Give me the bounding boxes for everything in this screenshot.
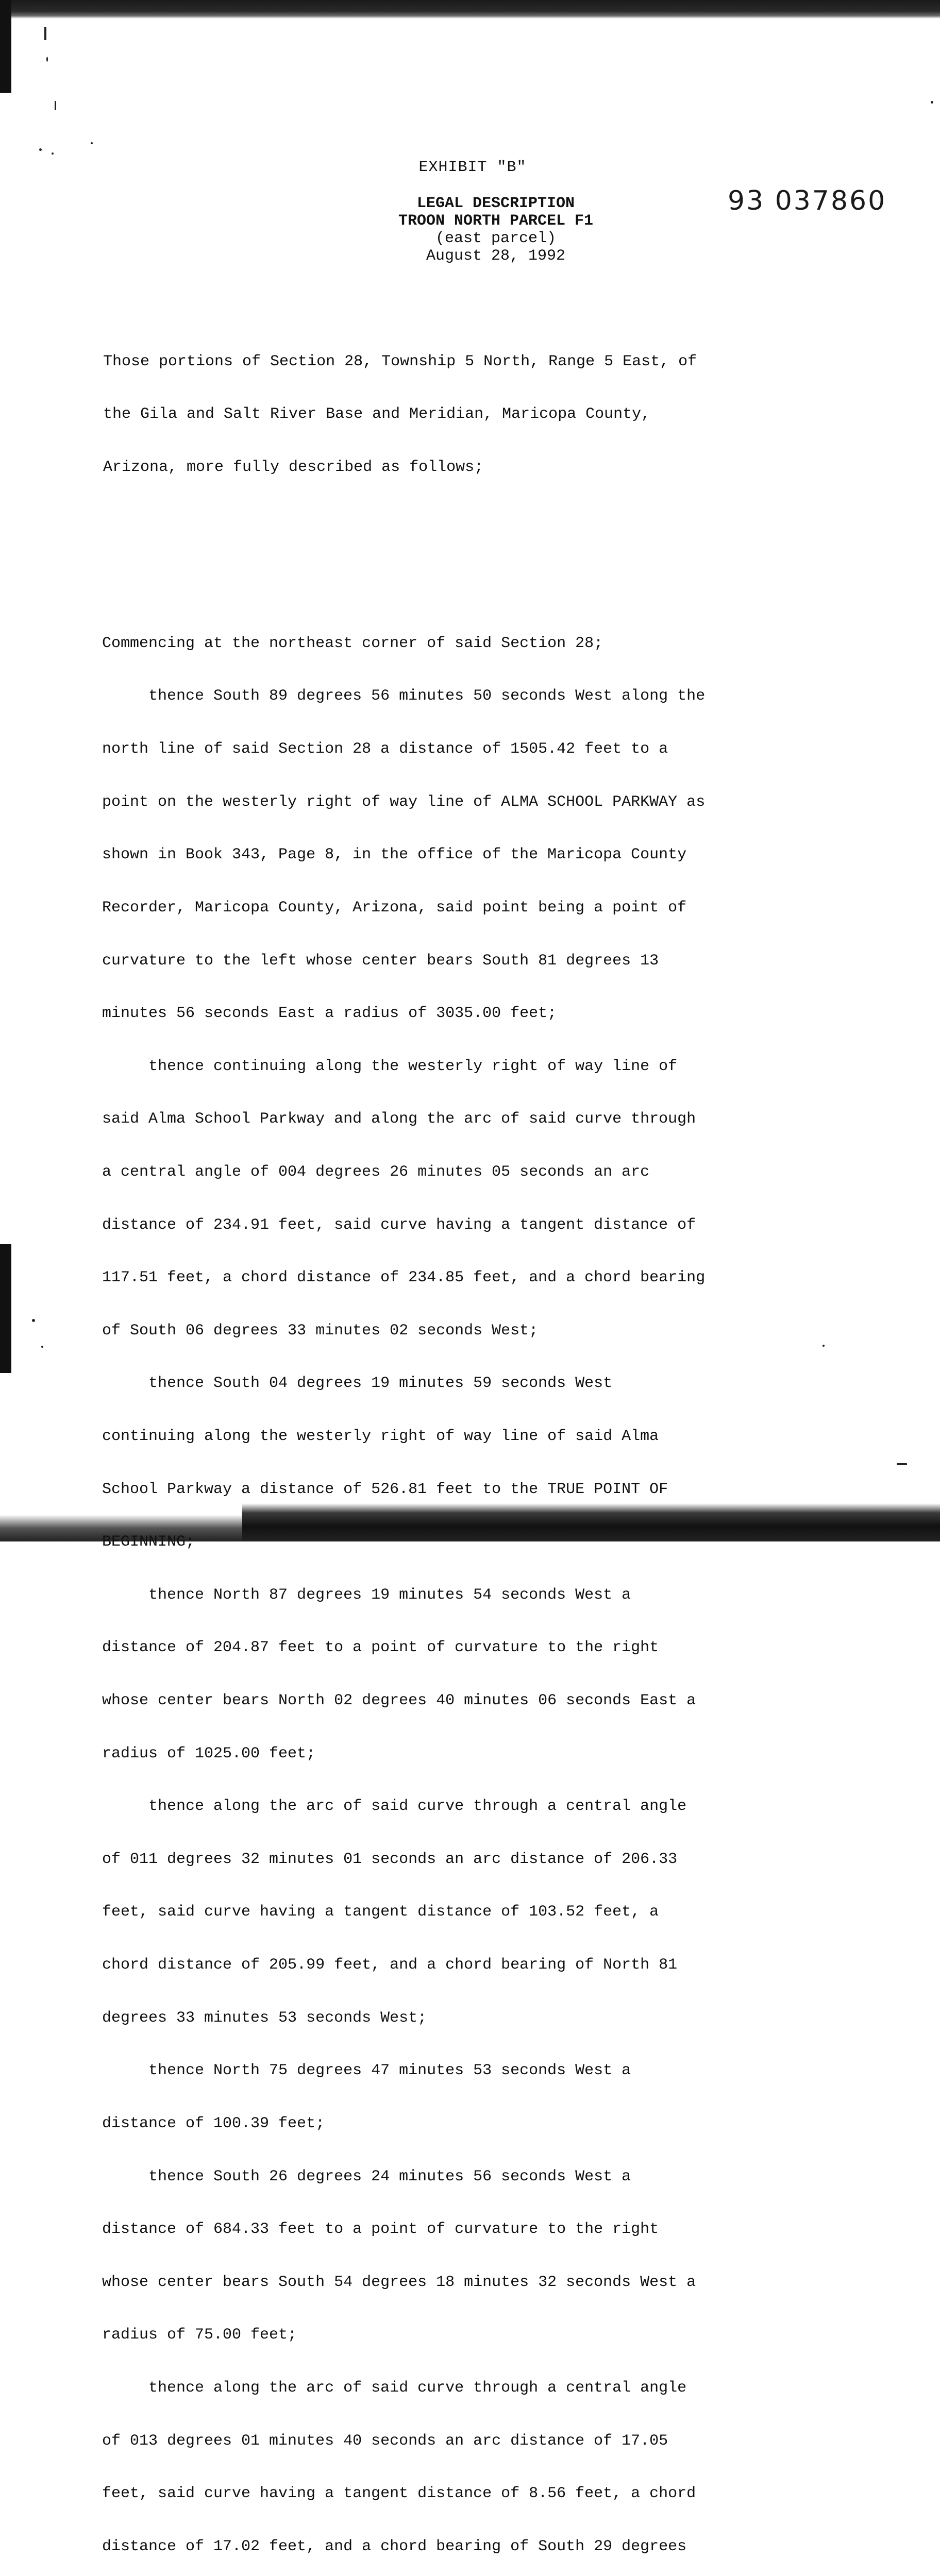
scan-speck (39, 148, 42, 151)
header-lines (398, 195, 593, 265)
scan-left-edge-mark (0, 1244, 11, 1373)
text-line: north line of said Section 28 a distance of 1505.42 feet to a (102, 740, 668, 758)
text-line: thence South 04 degrees 19 minutes 59 seconds West (102, 1375, 613, 1393)
text-line: thence continuing along the westerly right of way line of (102, 1057, 678, 1075)
text-line: minutes 56 seconds East a radius of 3035.00 feet; (102, 1005, 557, 1023)
text-line: thence along the arc of said curve through a central angle (102, 1798, 687, 1816)
paragraph-gap (91, 547, 859, 564)
text-line: School Parkway a distance of 526.81 feet to the TRUE POINT OF (102, 1480, 668, 1498)
text-line: radius of 1025.00 feet; (102, 1744, 316, 1762)
text-line: a central angle of 004 degrees 26 minutes 05 seconds an arc (102, 1163, 650, 1181)
scan-speck (32, 1319, 35, 1322)
description-paragraph (102, 599, 859, 2576)
scan-top-edge (0, 0, 940, 19)
text-line: the Gila and Salt River Base and Meridian, Maricopa County, (103, 405, 651, 423)
text-line: whose center bears North 02 degrees 40 minutes 06 seconds East a (102, 1692, 696, 1710)
text-line: chord distance of 205.99 feet, and a chord bearing of North 81 (102, 1956, 678, 1974)
text-line: distance of 234.91 feet, said curve having a tangent distance of (102, 1216, 696, 1234)
text-line: of 013 degrees 01 minutes 40 seconds an arc distance of 17.05 (102, 2432, 668, 2450)
text-line: thence South 89 degrees 56 minutes 50 seconds West along the (102, 687, 706, 705)
text-line: Recorder, Maricopa County, Arizona, said point being a point of (102, 899, 687, 917)
text-line: feet, said curve having a tangent distance of 8.56 feet, a chord (102, 2485, 696, 2503)
header-subtitle: TROON NORTH PARCEL F1 (398, 212, 594, 230)
text-line: 117.51 feet, a chord distance of 234.85 feet, and a chord bearing (102, 1269, 706, 1287)
scan-speck (41, 1346, 43, 1348)
header-parcel-note: (east parcel) (435, 230, 557, 247)
text-line: distance of 204.87 feet to a point of curvature to the right (102, 1639, 659, 1657)
exhibit-title-row (0, 159, 940, 176)
header-title: LEGAL DESCRIPTION (416, 195, 575, 212)
text-line: Those portions of Section 28, Township 5 North, Range 5 East, of (103, 352, 697, 370)
text-line: thence North 75 degrees 47 minutes 53 seconds West a (102, 2062, 631, 2080)
scan-speck (91, 142, 93, 144)
scan-speck (897, 1463, 907, 1465)
text-line: thence along the arc of said curve through a central angle (102, 2379, 687, 2397)
text-line: of 011 degrees 32 minutes 01 seconds an arc distance of 206.33 (102, 1850, 678, 1868)
intro-paragraph (103, 317, 859, 511)
text-line: of South 06 degrees 33 minutes 02 seconds West; (102, 1321, 539, 1340)
recording-number-stamp: 93 037860 (728, 185, 887, 216)
legal-description-body (91, 282, 859, 2576)
text-line: continuing along the westerly right of way line of said Alma (102, 1428, 659, 1445)
header-date: August 28, 1992 (426, 247, 566, 265)
text-line: radius of 75.00 feet; (102, 2326, 297, 2344)
scan-speck (55, 101, 56, 110)
scan-left-edge-mark (0, 0, 11, 93)
text-line: feet, said curve having a tangent distance of 103.52 feet, a (102, 1903, 659, 1921)
legal-description-header (0, 195, 940, 265)
scan-speck (931, 101, 933, 104)
text-line: distance of 17.02 feet, and a chord bearing of South 29 degrees (102, 2537, 687, 2555)
text-line: curvature to the left whose center bears South 81 degrees 13 (102, 952, 659, 970)
text-line: thence South 26 degrees 24 minutes 56 seconds West a (102, 2167, 631, 2185)
text-line: Arizona, more fully described as follows; (103, 459, 484, 477)
text-line: whose center bears South 54 degrees 18 minutes 32 seconds West a (102, 2273, 696, 2291)
scan-speck (46, 57, 48, 62)
text-line: distance of 100.39 feet; (102, 2114, 325, 2132)
exhibit-title: EXHIBIT "B" (418, 159, 527, 176)
text-line: thence North 87 degrees 19 minutes 54 seconds West a (102, 1586, 631, 1604)
scan-speck (44, 27, 46, 40)
text-line: said Alma School Parkway and along the arc of said curve through (102, 1110, 696, 1128)
text-line: point on the westerly right of way line of ALMA SCHOOL PARKWAY as (102, 793, 706, 811)
text-line: Commencing at the northeast corner of said Section 28; (102, 634, 603, 652)
scan-speck (52, 152, 54, 155)
text-line: distance of 684.33 feet to a point of curvature to the right (102, 2221, 659, 2239)
text-line: shown in Book 343, Page 8, in the office of the Maricopa County (102, 846, 687, 864)
text-line: BEGINNING; (102, 1533, 195, 1551)
text-line: degrees 33 minutes 53 seconds West; (102, 2009, 427, 2027)
